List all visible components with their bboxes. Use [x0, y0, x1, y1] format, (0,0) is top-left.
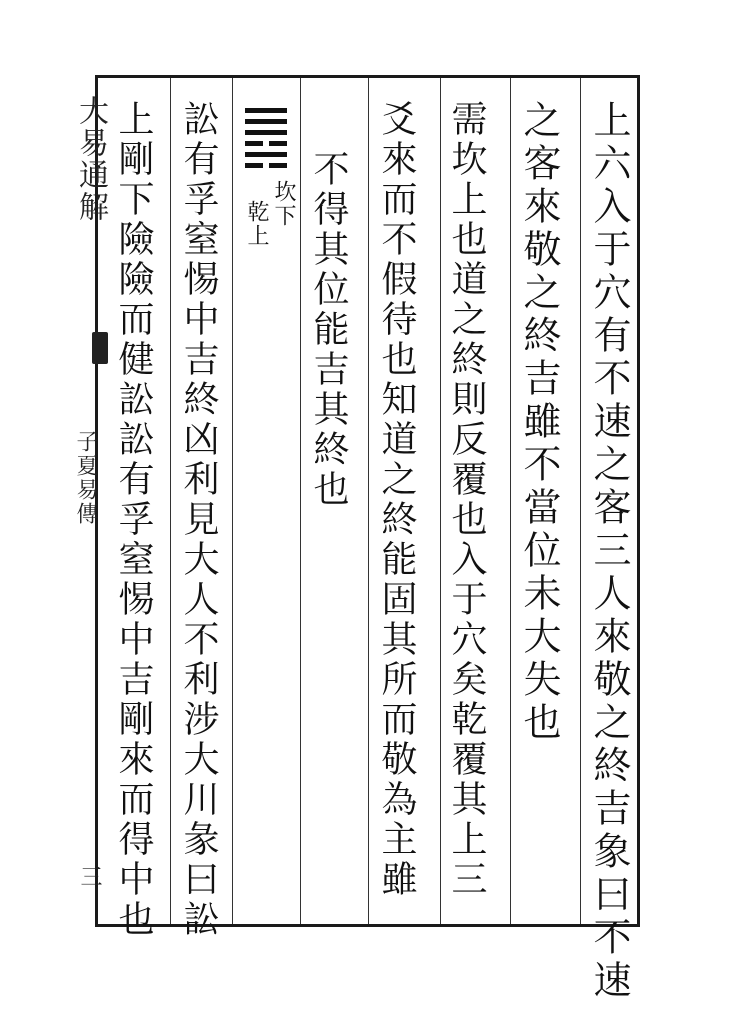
text-column-3: 需坎上也道之終則反覆也入于穴矣乾覆其上三: [446, 100, 487, 900]
column-rule: [232, 78, 233, 924]
column-rule: [368, 78, 369, 924]
margin-book-title: 子夏易傳: [73, 430, 98, 526]
trigram-lower-label: 坎下: [271, 180, 296, 228]
column-rule: [510, 78, 511, 924]
text-column-2: 之客來敬之終吉雖不當位未大失也: [517, 100, 561, 745]
text-column-4: 爻來而不假待也知道之終能固其所而敬為主雖: [376, 100, 417, 900]
margin-page-number: 三: [77, 865, 102, 889]
column-rule: [440, 78, 441, 924]
column-rule: [300, 78, 301, 924]
text-column-6: 訟有孚窒惕中吉終凶利見大人不利涉大川彖曰訟: [178, 100, 219, 940]
column-rule: [580, 78, 581, 924]
trigram-upper-label: 乾上: [244, 200, 269, 248]
text-column-1: 上六入于穴有不速之客三人來敬之終吉象曰不速: [587, 100, 631, 1003]
margin-title: 大易通解: [73, 95, 108, 223]
text-column-5: 不得其位能吉其終也: [308, 150, 349, 510]
fish-tail-mark-icon: [92, 332, 108, 364]
text-column-7: 上剛下險險而健訟訟有孚窒惕中吉剛來而得中也: [113, 100, 154, 940]
column-rule: [170, 78, 171, 924]
song-hexagram-icon: [245, 108, 287, 174]
